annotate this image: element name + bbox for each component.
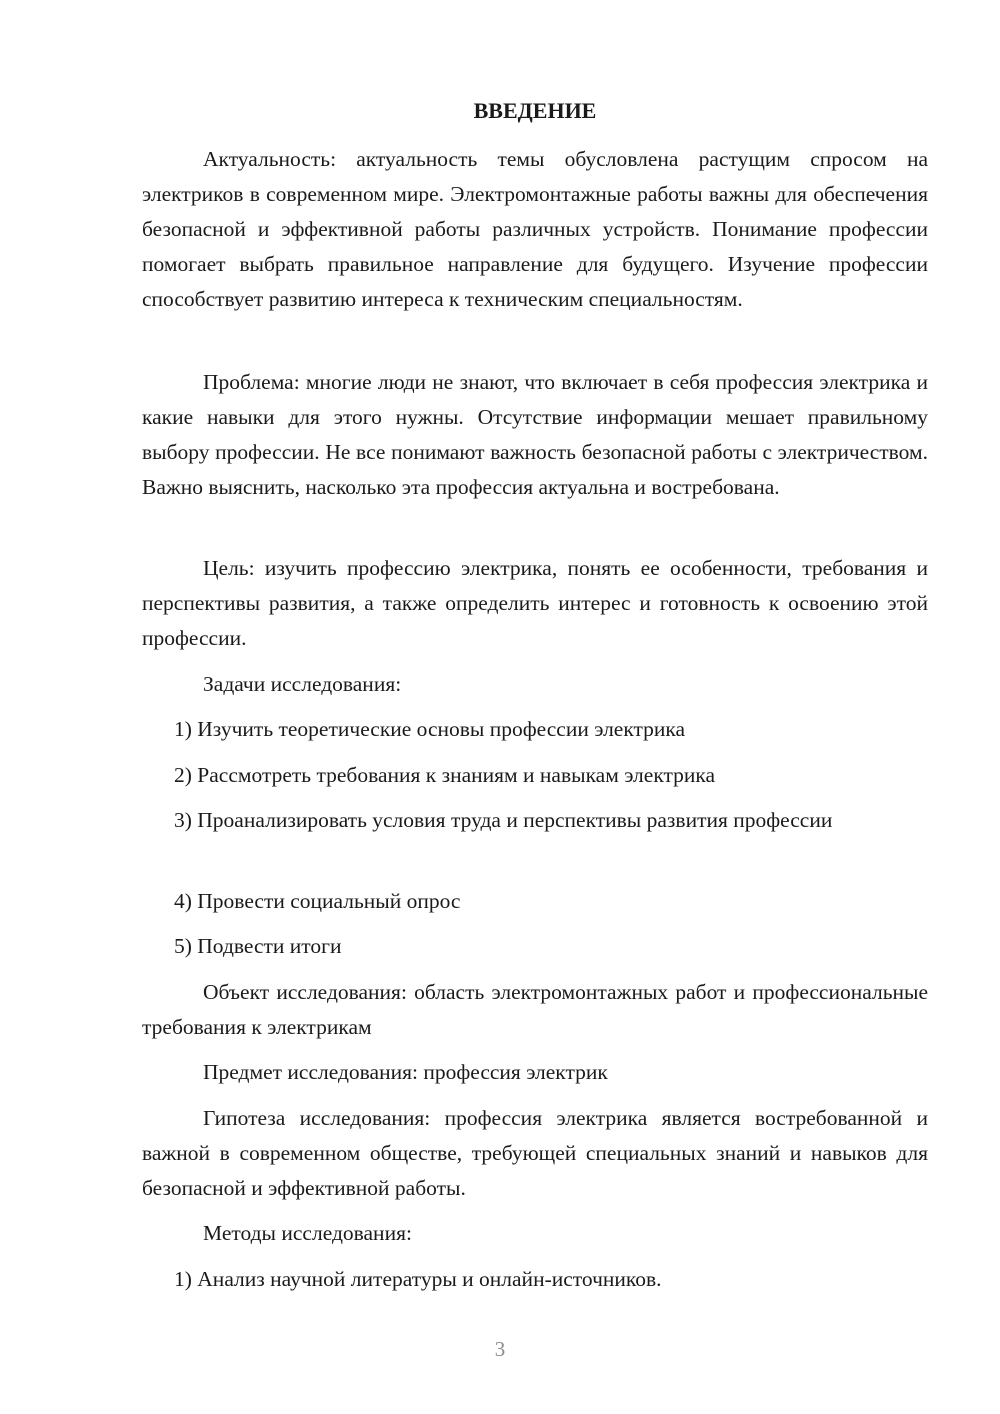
task-item-3: 3) Проанализировать условия труда и перспективы развития профессии [174, 808, 833, 832]
page-number: 3 [494, 1337, 506, 1361]
object-paragraph: Объект исследования: область электромонтажных работ и профессиональные требования к электрикам [142, 980, 928, 1039]
subject-paragraph: Предмет исследования: профессия электрик [203, 1060, 608, 1084]
problem-paragraph: Проблема: многие люди не знают, что включает в себя профессия электрика и какие навыки для этого нужны. Отсутствие информации мешает правильному выбору профессии. Не все понимают важность безопасной работы с электричеством. Важно выяснить, насколько эта профессия актуальна и востребована. [142, 370, 928, 499]
task-item-5: 5) Подвести итоги [174, 934, 342, 958]
goal-paragraph: Цель: изучить профессию электрика, понять ее особенности, требования и перспективы развития, а также определить интерес и готовность к освоению этой профессии. [142, 556, 928, 650]
hypothesis-paragraph: Гипотеза исследования: профессия электрика является востребованной и важной в современном обществе, требующей специальных знаний и навыков для безопасной и эффективной работы. [142, 1106, 928, 1200]
method-item-1: 1) Анализ научной литературы и онлайн-источников. [174, 1267, 662, 1291]
task-item-4: 4) Провести социальный опрос [174, 889, 461, 913]
tasks-title: Задачи исследования: [203, 672, 402, 696]
task-item-1: 1) Изучить теоретические основы профессии электрика [174, 717, 686, 741]
page-title: ВВЕДЕНИЕ [473, 98, 597, 123]
relevance-paragraph: Актуальность: актуальность темы обусловлена растущим спросом на электриков в современном мире. Электромонтажные работы важны для обеспечения безопасной и эффективной работы различных устройств. Понимание профессии помогает выбрать правильное направление для будущего. Изучение профессии способствует развитию интереса к техническим специальностям. [142, 147, 928, 311]
methods-title: Методы исследования: [203, 1221, 412, 1245]
task-item-2: 2) Рассмотреть требования к знаниям и навыкам электрика [174, 763, 716, 787]
